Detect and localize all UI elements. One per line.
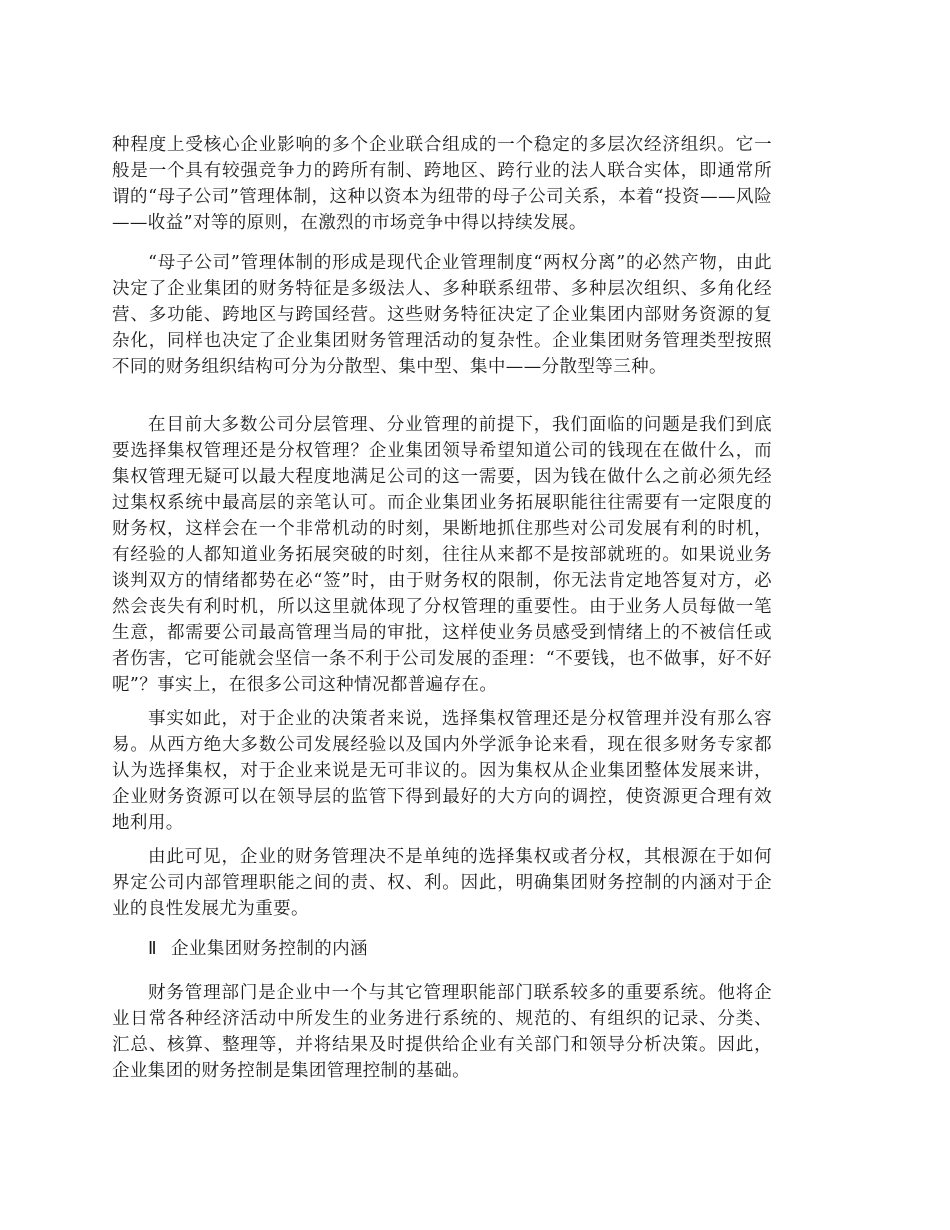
section-heading bbox=[148, 936, 368, 962]
section-title: 企业集团财务控制的内涵 bbox=[171, 939, 368, 959]
paragraph-2: “母子公司”管理体制的形成是现代企业管理制度“两权分离”的必然产物，由此决定了企业集团的财务特征是多级法人、多种联系纽带、多种层次组织、多角化经营、多功能、跨地区与跨国经营。这些财务特征决定了企业集团内部财务资源的复杂化，同样也决定了企业集团财务管理活动的复杂性。企业集团财务管理类型按照不同的财务组织结构可分为分散型、集中型、集中——分散型等三种。 bbox=[112, 253, 772, 377]
paragraph-1: 种程度上受核心企业影响的多个企业联合组成的一个稳定的多层次经济组织。它一般是一个具有较强竞争力的跨所有制、跨地区、跨行业的法人联合实体，即通常所谓的“母子公司”管理体制，这种以资本为纽带的母子公司关系，本着“投资——风险——收益”对等的原则，在激烈的市场竞争中得以持续发展。 bbox=[112, 135, 772, 233]
paragraph-4: 事实如此，对于企业的决策者来说，选择集权管理还是分权管理并没有那么容易。从西方绝大多数公司发展经验以及国内外学派争论来看，现在很多财务专家都认为选择集权，对于企业来说是无可非议的。因为集权从企业集团整体发展来讲，企业财务资源可以在领导层的监管下得到最好的大方向的调控，使资源更合理有效地利用。 bbox=[112, 709, 772, 833]
section-number: Ⅱ bbox=[148, 939, 158, 959]
paragraph-6: 财务管理部门是企业中一个与其它管理职能部门联系较多的重要系统。他将企业日常各种经济活动中所发生的业务进行系统的、规范的、有组织的记录、分类、汇总、核算、整理等，并将结果及时提供给企业有关部门和领导分析决策。因此，企业集团的财务控制是集团管理控制的基础。 bbox=[112, 983, 772, 1081]
paragraph-5: 由此可见，企业的财务管理决不是单纯的选择集权或者分权，其根源在于如何界定公司内部管理职能之间的责、权、利。因此，明确集团财务控制的内涵对于企业的良性发展尤为重要。 bbox=[112, 847, 772, 919]
paragraph-3: 在目前大多数公司分层管理、分业管理的前提下，我们面临的问题是我们到底要选择集权管理还是分权管理？企业集团领导希望知道公司的钱现在在做什么，而集权管理无疑可以最大程度地满足公司的这一需要，因为钱在做什么之前必须先经过集权系统中最高层的亲笔认可。而企业集团业务拓展职能往往需要有一定限度的财务权，这样会在一个非常机动的时刻，果断地抓住那些对公司发展有利的时机，有经验的人都知道业务拓展突破的时刻，往往从来都不是按部就班的。如果说业务谈判双方的情绪都势在必“签”时，由于财务权的限制，你无法肯定地答复对方，必然会丧失有利时机，所以这里就体现了分权管理的重要性。由于业务人员每做一笔生意，都需要公司最高管理当局的审批，这样使业务员感受到情绪上的不被信任或者伤害，它可能就会坚信一条不利于公司发展的歪理：“不要钱，也不做事，好不好呢”？事实上，在很多公司这种情况都普遍存在。 bbox=[112, 415, 772, 695]
